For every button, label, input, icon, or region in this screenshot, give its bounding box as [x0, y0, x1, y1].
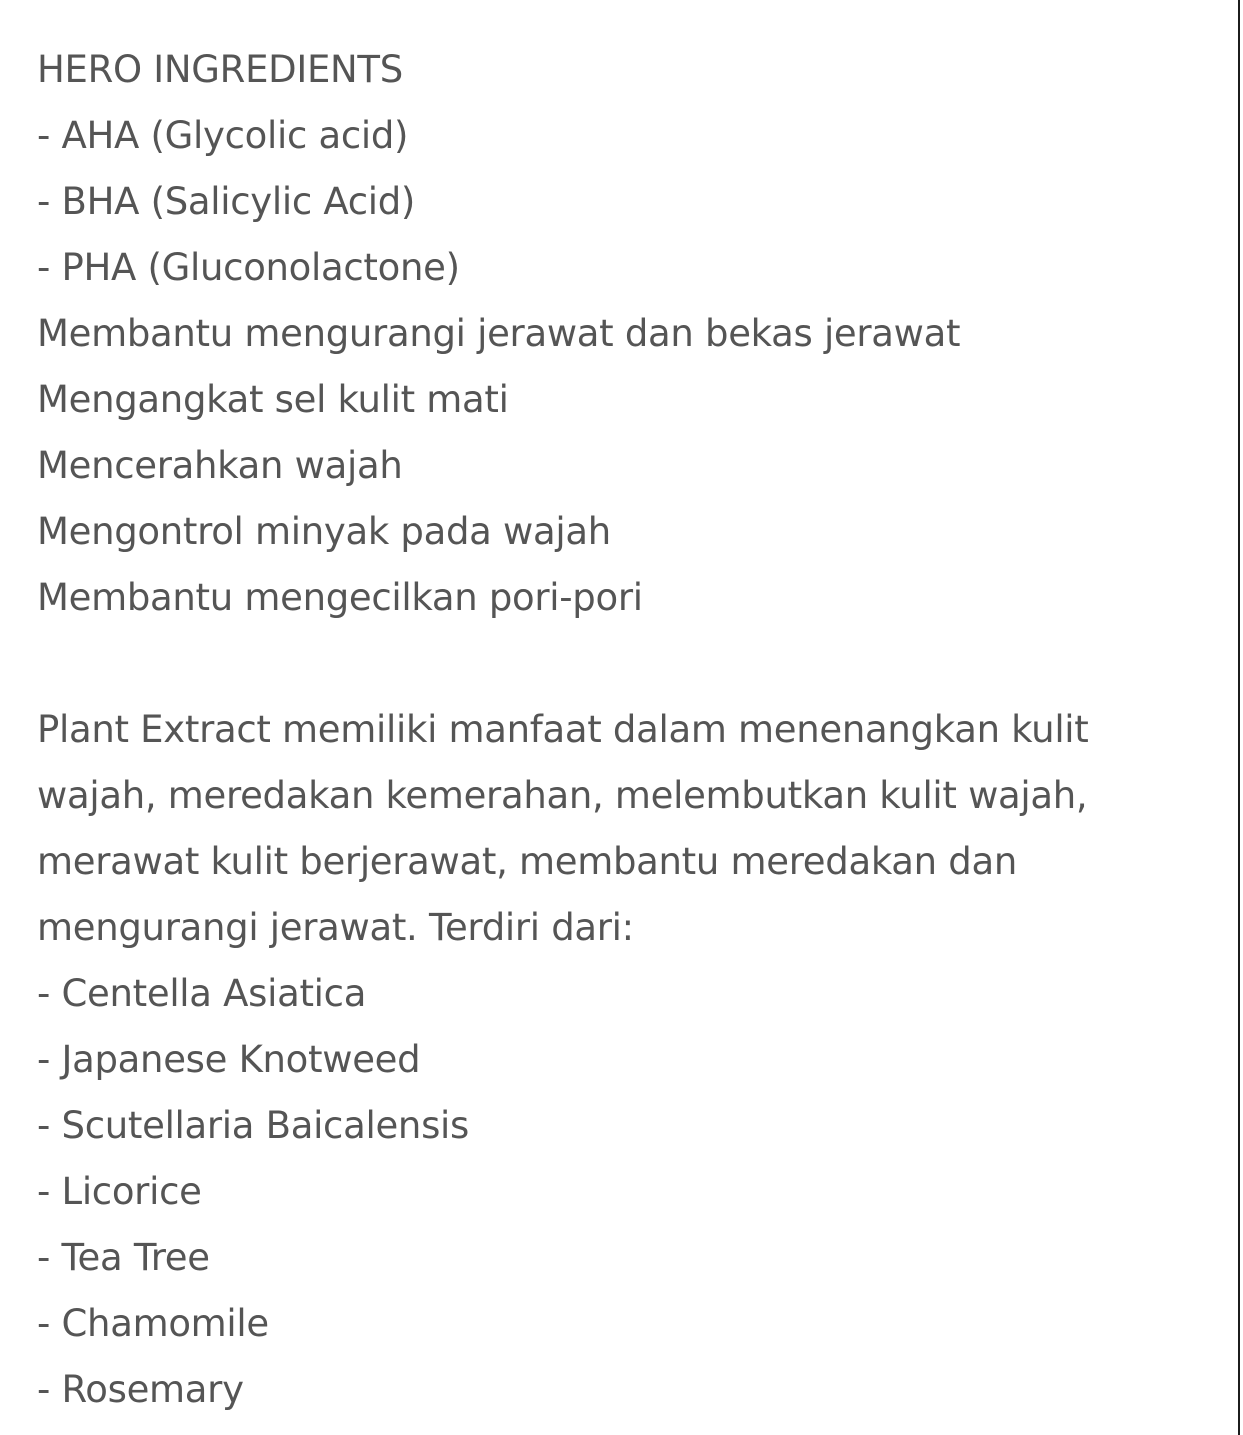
acid-item: - PHA (Gluconolactone)	[37, 246, 460, 289]
benefit-line: Membantu mengurangi jerawat dan bekas jerawat	[37, 312, 961, 355]
benefit-line: Membantu mengecilkan pori-pori	[37, 576, 643, 619]
benefit-line: Mengontrol minyak pada wajah	[37, 510, 611, 553]
acid-item: - AHA (Glycolic acid)	[37, 114, 409, 157]
extract-item: - Licorice	[37, 1170, 202, 1213]
extract-item: - Tea Tree	[37, 1236, 210, 1279]
paragraph-line: Plant Extract memiliki manfaat dalam menenangkan kulit	[37, 708, 1089, 751]
paragraph-gap	[37, 631, 1187, 697]
paragraph-line: mengurangi jerawat. Terdiri dari:	[37, 906, 634, 949]
paragraph-line: merawat kulit berjerawat, membantu meredakan dan	[37, 840, 1017, 883]
extract-item: - Japanese Knotweed	[37, 1038, 421, 1081]
heading: HERO INGREDIENTS	[37, 48, 403, 91]
extract-item: - Scutellaria Baicalensis	[37, 1104, 470, 1147]
extract-item: - Chamomile	[37, 1302, 269, 1345]
ingredients-document	[37, 37, 1187, 1423]
extract-item: - Centella Asiatica	[37, 972, 367, 1015]
extract-item: - Rosemary	[37, 1368, 244, 1411]
right-border-divider	[1238, 0, 1240, 1435]
acid-item: - BHA (Salicylic Acid)	[37, 180, 416, 223]
paragraph-line: wajah, meredakan kemerahan, melembutkan kulit wajah,	[37, 774, 1088, 817]
benefit-line: Mencerahkan wajah	[37, 444, 403, 487]
benefit-line: Mengangkat sel kulit mati	[37, 378, 509, 421]
